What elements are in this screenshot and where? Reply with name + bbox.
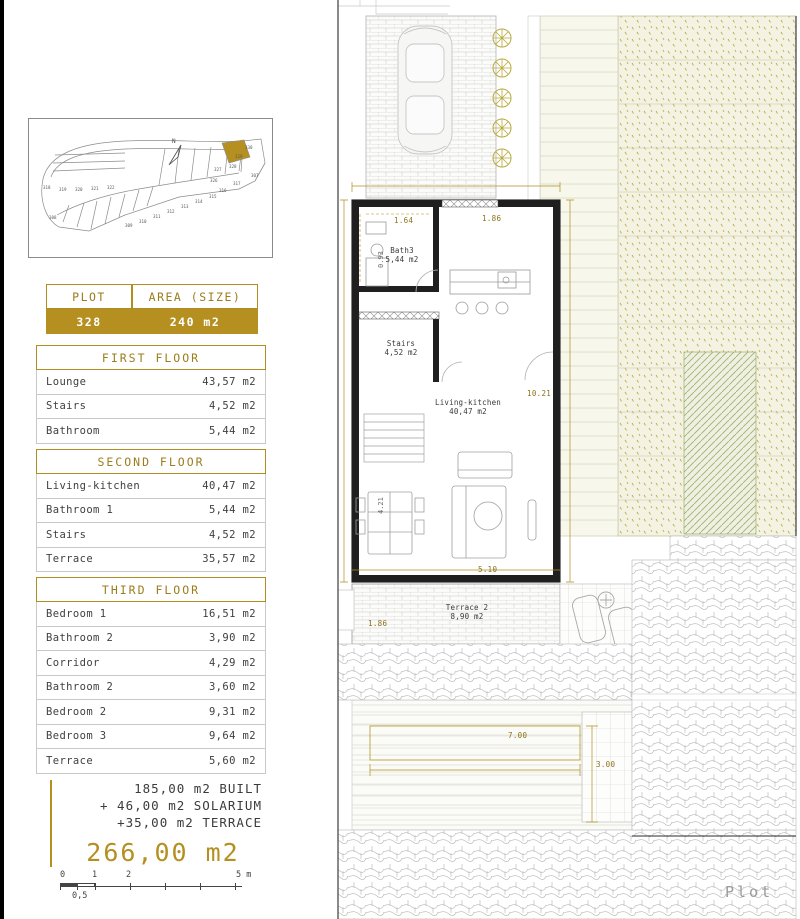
table-row [36, 602, 266, 627]
room-name: Terrace [46, 754, 94, 767]
room-area: 4,52 m2 [208, 528, 256, 541]
table-row [36, 548, 266, 573]
room-name: Lounge [46, 375, 87, 388]
room-area: 9,31 m2 [208, 705, 256, 718]
room-area: 5,44 m2 [208, 424, 256, 437]
room-area: 16,51 m2 [202, 607, 256, 620]
room-name: Stairs [46, 400, 87, 413]
svg-text:330: 330 [245, 145, 253, 150]
svg-text:314: 314 [195, 199, 203, 204]
room-name: Bathroom 2 [46, 632, 114, 645]
plot-area-header [46, 284, 258, 334]
svg-text:322: 322 [107, 185, 115, 190]
area-label: AREA (SIZE) [132, 284, 258, 309]
svg-text:313: 313 [181, 204, 189, 209]
svg-text:312: 312 [167, 209, 175, 214]
svg-text:317: 317 [233, 181, 241, 186]
svg-text:318: 318 [43, 185, 51, 190]
table-row [36, 725, 266, 750]
room-name: Corridor [46, 656, 100, 669]
svg-text:327: 327 [214, 167, 222, 172]
table-row [36, 700, 266, 725]
floor-title: FIRST FLOOR [36, 345, 266, 370]
room-area: 4,29 m2 [208, 656, 256, 669]
svg-text:310: 310 [139, 219, 147, 224]
table-row [36, 419, 266, 444]
room-area: 3,90 m2 [208, 632, 256, 645]
floor-block-first [36, 345, 266, 444]
room-area: 5,60 m2 [208, 754, 256, 767]
svg-text:307: 307 [251, 173, 259, 178]
table-row [36, 474, 266, 499]
dim-top-inner: 1.64 [394, 216, 414, 225]
total-terrace: +35,00 m2 TERRACE [117, 815, 262, 830]
total-solarium: + 46,00 m2 SOLARIUM [100, 798, 262, 813]
room-name: Living-kitchen [46, 479, 141, 492]
room-area: 43,57 m2 [202, 375, 256, 388]
svg-text:311: 311 [153, 214, 161, 219]
scale-tick-2: 2 [126, 870, 132, 880]
area-value: 240 m2 [132, 309, 258, 334]
svg-text:Plot: Plot [725, 883, 774, 901]
dim-left-vertical-small: 0.93 [377, 251, 385, 268]
table-row [36, 499, 266, 524]
room-label-living-kitchen: Living-kitchen 40,47 m2 [434, 398, 501, 416]
scale-tick-0: 0 [60, 870, 66, 880]
svg-text:309: 309 [125, 223, 133, 228]
room-name: Stairs [46, 528, 87, 541]
left-black-edge [0, 0, 4, 919]
dim-top-right: 1.86 [482, 214, 502, 223]
room-label-stairs: Stairs 4,52 m2 [384, 339, 418, 357]
room-name: Bathroom 2 [46, 681, 114, 694]
svg-text:315: 315 [209, 194, 217, 199]
room-area: 5,44 m2 [208, 504, 256, 517]
dim-left-vertical-mid: 4.21 [377, 497, 385, 514]
scale-half-label: 0,5 [72, 891, 88, 901]
room-area: 40,47 m2 [202, 479, 256, 492]
room-area: 3,60 m2 [208, 681, 256, 694]
floor-block-second [36, 449, 266, 572]
svg-text:321: 321 [91, 186, 99, 191]
table-row [36, 395, 266, 420]
table-row [36, 523, 266, 548]
table-row [36, 651, 266, 676]
totals-block [50, 780, 266, 867]
dim-right-vertical: 10.21 [527, 389, 552, 398]
scale-tick-5: 5 m [236, 870, 252, 880]
site-key-map[interactable] [28, 118, 273, 258]
room-name: Bedroom 2 [46, 705, 107, 718]
room-label-bath3: Bath3 5,44 m2 [385, 246, 419, 264]
plot-label: PLOT [46, 284, 132, 309]
room-label-terrace2: Terrace 2 8,90 m2 [445, 603, 489, 621]
svg-text:328: 328 [229, 164, 237, 169]
room-area: 35,57 m2 [202, 553, 256, 566]
svg-text:308: 308 [49, 215, 57, 220]
svg-text:319: 319 [59, 187, 67, 192]
dim-terrace-vertical: 1.86 [368, 619, 388, 628]
floor-title: SECOND FLOOR [36, 449, 266, 474]
room-area: 4,52 m2 [208, 400, 256, 413]
room-name: Bedroom 1 [46, 607, 107, 620]
dim-bottom-inner: 5.10 [478, 565, 498, 574]
room-name: Bathroom [46, 424, 100, 437]
scale-bar [60, 870, 260, 903]
grand-total: 266,00 m2 [86, 838, 240, 867]
floor-block-third [36, 577, 266, 774]
table-row [36, 370, 266, 395]
svg-text:N: N [172, 138, 176, 145]
table-row [36, 749, 266, 774]
plot-value: 328 [46, 309, 132, 334]
table-row [36, 676, 266, 701]
floor-title: THIRD FLOOR [36, 577, 266, 602]
dim-pool-length: 7.00 [508, 731, 528, 740]
room-name: Bedroom 3 [46, 730, 107, 743]
svg-text:320: 320 [75, 187, 83, 192]
dim-pool-width: 3.00 [596, 760, 616, 769]
info-panel [20, 0, 280, 919]
svg-text:329: 329 [235, 154, 243, 159]
svg-text:326: 326 [210, 178, 218, 183]
room-area: 9,64 m2 [208, 730, 256, 743]
room-name: Bathroom 1 [46, 504, 114, 517]
svg-text:316: 316 [219, 188, 227, 193]
table-row [36, 627, 266, 652]
site-plan-drawing[interactable] [330, 0, 800, 919]
room-name: Terrace [46, 553, 94, 566]
total-built: 185,00 m2 BUILT [134, 781, 262, 796]
scale-tick-1: 1 [92, 870, 98, 880]
